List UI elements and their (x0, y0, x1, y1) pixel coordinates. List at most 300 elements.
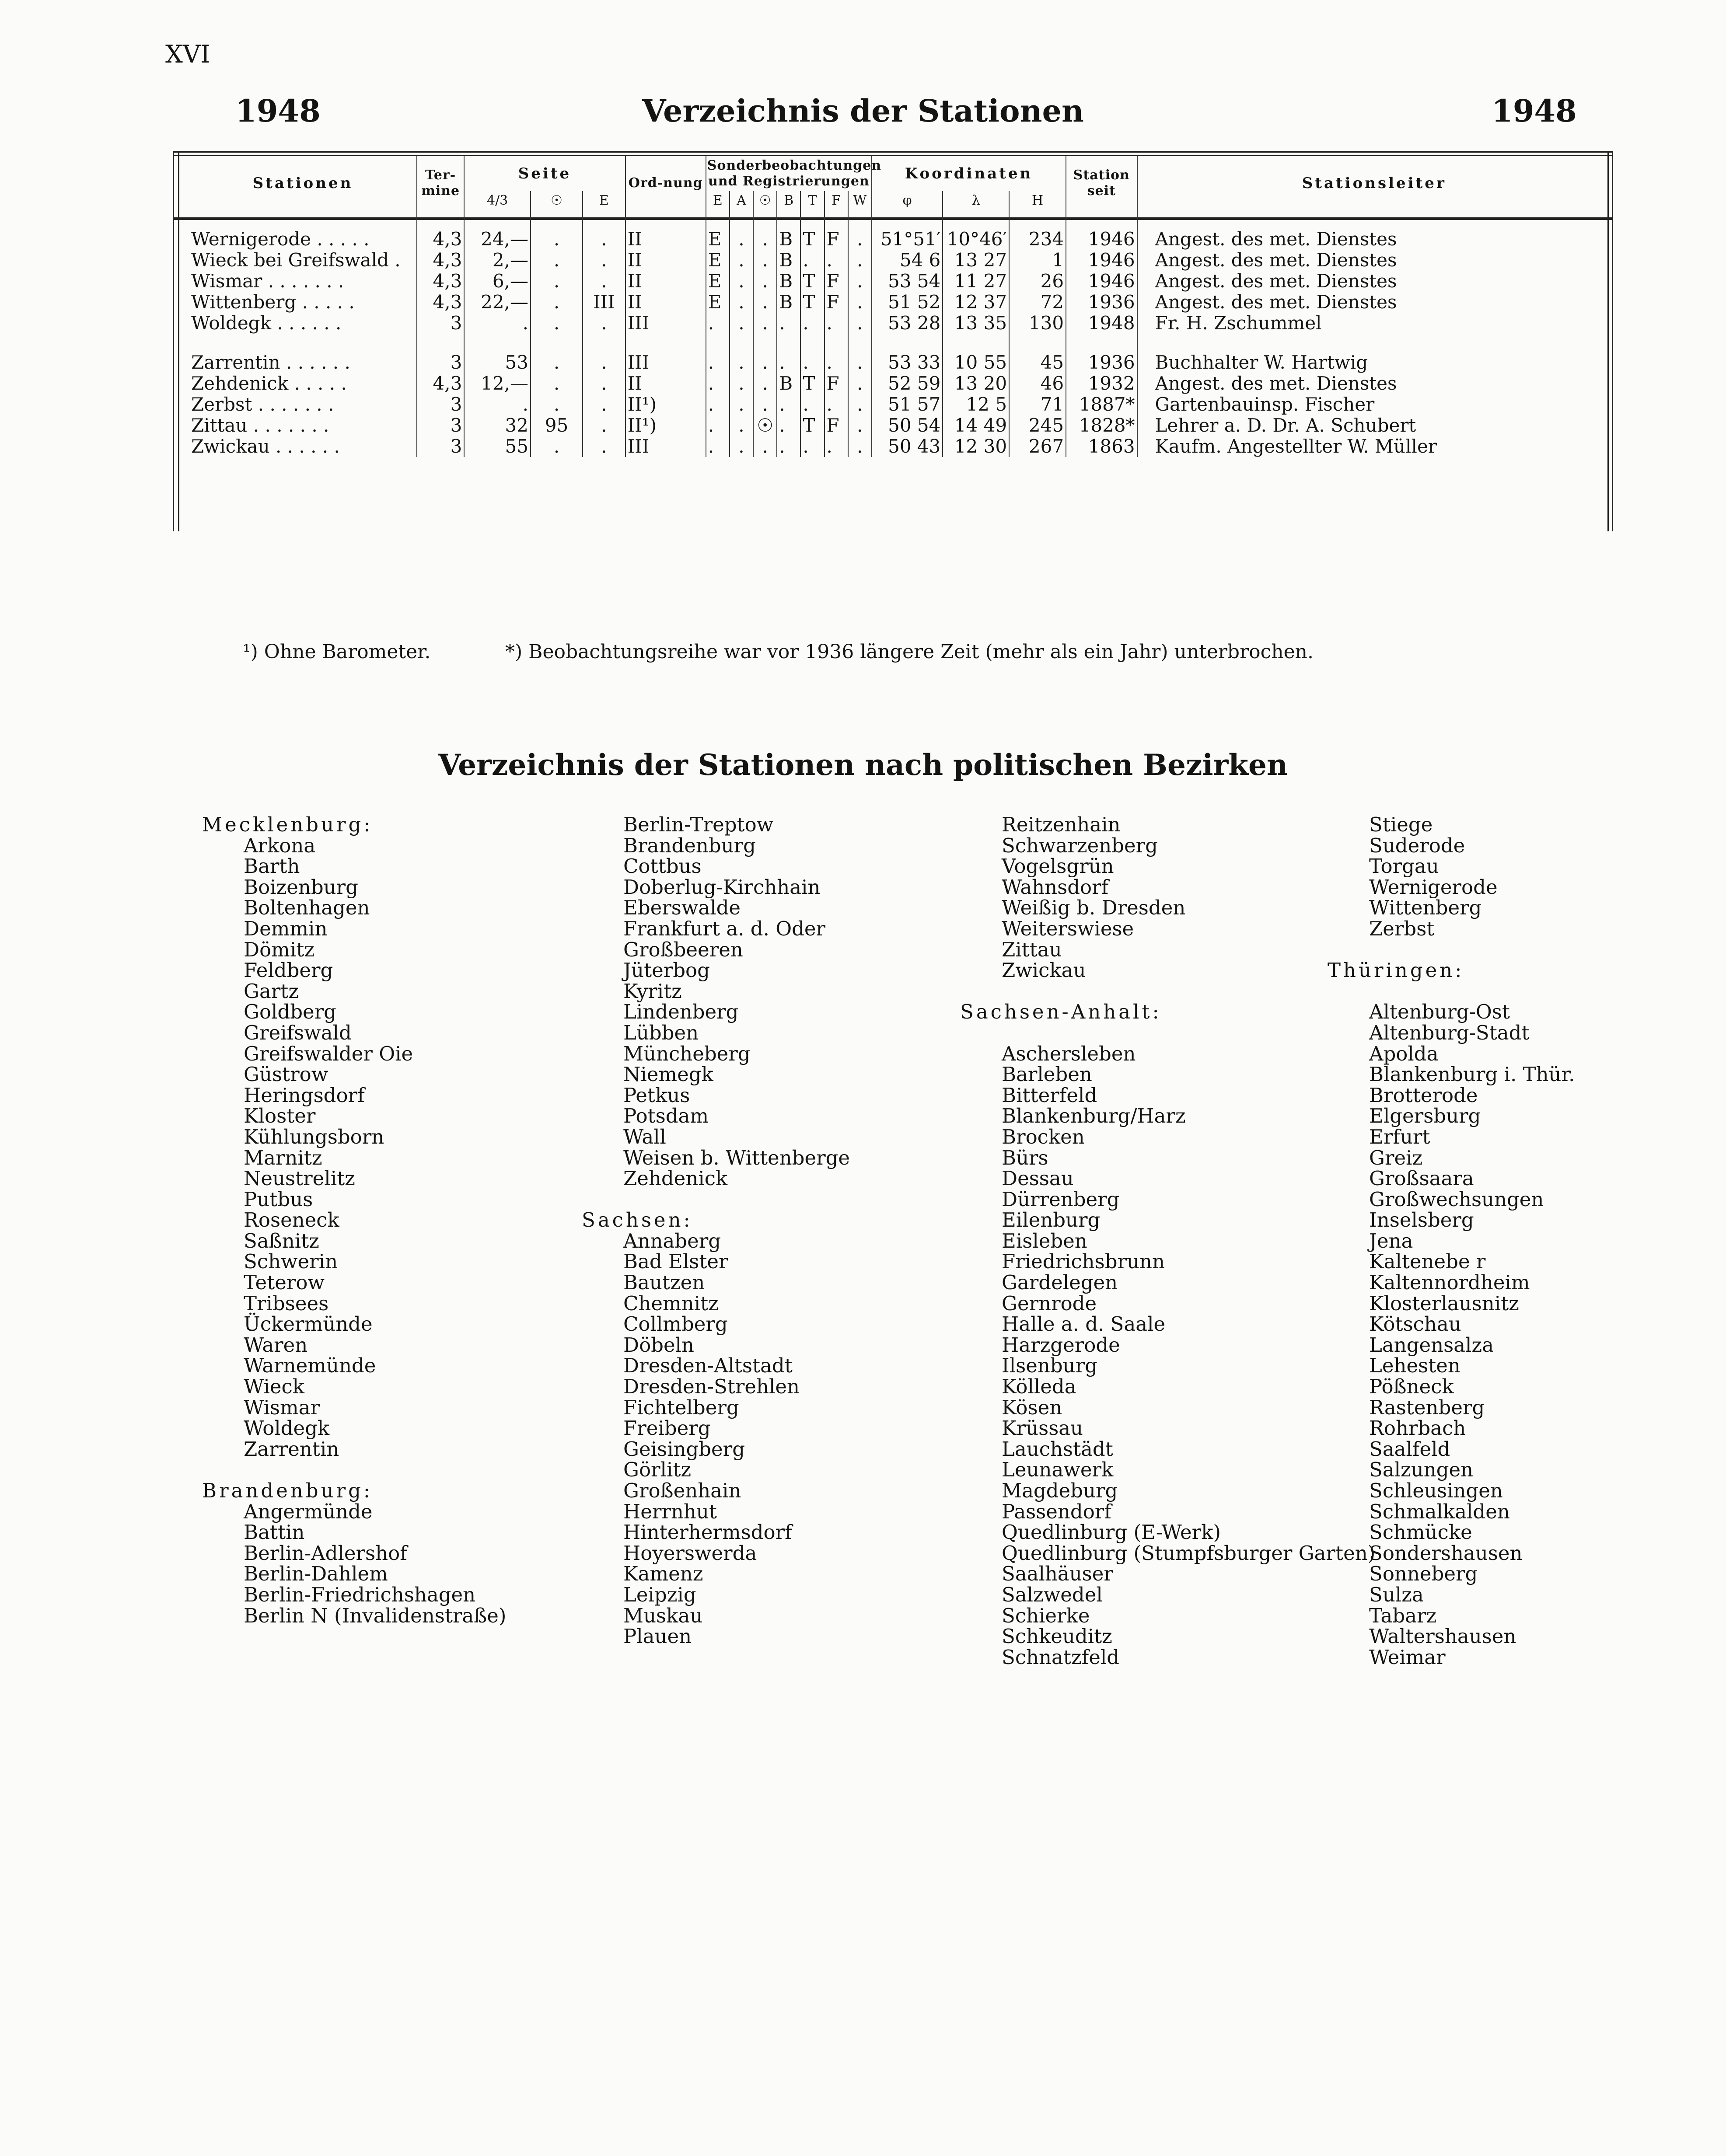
cell-name: Zwickau . . . . . . (189, 436, 417, 457)
col-header-seit: Station seit (1066, 156, 1137, 210)
cell-sun: . (753, 229, 777, 250)
cell-h: 245 (1009, 415, 1066, 436)
station-list-item: Kamenz (623, 1562, 703, 1586)
station-list-item: Suderode (1369, 834, 1465, 857)
cell-name: Wernigerode . . . . . (189, 229, 417, 250)
station-list-item: Quedlinburg (E-Werk) (1002, 1521, 1221, 1544)
station-list-item: Altenburg-Stadt (1369, 1021, 1530, 1044)
cell-h: 45 (1009, 352, 1066, 373)
cell-t: . (800, 436, 824, 457)
station-list-item: Arkona (244, 834, 316, 857)
cell-f: . (825, 394, 848, 415)
table-row (189, 229, 1611, 250)
cell-seit: 1828* (1066, 415, 1137, 436)
cell-b: B (777, 229, 800, 250)
station-list-item: Altenburg-Ost (1369, 1000, 1510, 1024)
station-list-item: Kaltenebe r (1369, 1250, 1486, 1273)
cell-f: . (825, 250, 848, 271)
cell-se: . (583, 229, 625, 250)
table-row (189, 271, 1611, 292)
station-list-item: Jüterbog (623, 959, 710, 982)
station-list-item: Barleben (1002, 1063, 1092, 1086)
cell-b: . (777, 352, 800, 373)
station-list-item: Waltershausen (1369, 1625, 1516, 1648)
cell-f: . (825, 352, 848, 373)
cell-e: E (706, 250, 730, 271)
table-row (189, 415, 1611, 436)
cell-b: . (777, 313, 800, 334)
table-row (189, 394, 1611, 415)
station-list-item: Greifswalder Oie (244, 1042, 413, 1065)
cell-lam: 12 5 (943, 394, 1009, 415)
spacer (1002, 1022, 1375, 1043)
station-list-item: Magdeburg (1002, 1479, 1118, 1502)
col-header-h: H (1009, 191, 1066, 210)
cell-sun: . (753, 250, 777, 271)
station-list-item: Müncheberg (623, 1042, 751, 1065)
station-list-item: Vogelsgrün (1002, 855, 1114, 878)
station-list-item: Warnemünde (244, 1354, 376, 1378)
station-list-item: Doberlug-Kirchhain (623, 875, 821, 899)
station-list-item: Kölleda (1002, 1375, 1076, 1399)
station-list-item: Bürs (1002, 1146, 1048, 1169)
cell-a: . (730, 394, 753, 415)
section-title: Verzeichnis der Stationen nach politischen Bezirken (438, 748, 1288, 782)
col-header-sonder-f: F (825, 191, 848, 210)
cell-f: . (825, 313, 848, 334)
cell-b: B (777, 250, 800, 271)
cell-sun: . (753, 373, 777, 394)
cell-se: . (583, 394, 625, 415)
station-list-item: Barth (244, 855, 300, 878)
station-list-item: Elgersburg (1369, 1104, 1481, 1128)
station-list-item: Klosterlausnitz (1369, 1291, 1519, 1315)
cell-ssun: . (531, 250, 583, 271)
station-list-item: Görlitz (623, 1458, 692, 1482)
station-list-item: Boizenburg (244, 875, 358, 899)
cell-name: Zittau . . . . . . . (189, 415, 417, 436)
cell-w: . (848, 394, 872, 415)
station-list-item: Chemnitz (623, 1291, 719, 1315)
station-list-item: Bad Elster (623, 1250, 728, 1273)
station-list-item: Greifswald (244, 1021, 352, 1044)
cell-a: . (730, 271, 753, 292)
cell-ord: II¹) (625, 415, 706, 436)
station-list-item: Salzungen (1369, 1458, 1474, 1482)
cell-w: . (848, 271, 872, 292)
cell-sun: . (753, 292, 777, 313)
col-header-phi: φ (872, 191, 943, 210)
station-list-item: Bitterfeld (1002, 1083, 1097, 1107)
cell-leiter: Fr. H. Zschummel (1155, 312, 1322, 334)
cell-e: . (706, 313, 730, 334)
station-list-item: Gardelegen (1002, 1271, 1118, 1294)
station-list-item: Schmalkalden (1369, 1500, 1510, 1523)
station-list-item: Cottbus (623, 855, 702, 878)
cell-w: . (848, 436, 872, 457)
station-list-item: Schnatzfeld (1002, 1645, 1120, 1669)
district-column-4 (1328, 813, 1575, 1669)
cell-a: . (730, 313, 753, 334)
station-list-item: Brocken (1002, 1125, 1085, 1148)
station-list-item: Bautzen (623, 1271, 705, 1294)
cell-lam: 12 37 (943, 292, 1009, 313)
station-list-item: Rohrbach (1369, 1416, 1466, 1440)
stations-table (189, 156, 1611, 457)
station-list-item: Ückermünde (244, 1312, 373, 1336)
station-list-item: Marnitz (244, 1146, 322, 1169)
cell-ssun: . (531, 373, 583, 394)
district-heading: Brandenburg: (202, 1479, 373, 1502)
cell-t: T (800, 229, 824, 250)
station-list-item: Zittau (1002, 938, 1062, 961)
cell-w: . (848, 229, 872, 250)
col-header-termine: Ter-mine (417, 156, 464, 210)
station-list-item: Plauen (623, 1625, 692, 1648)
table-row (189, 352, 1611, 373)
cell-lam: 11 27 (943, 271, 1009, 292)
cell-s43: 24,— (464, 229, 531, 250)
spacer (1369, 939, 1575, 960)
station-list-item: Leunawerk (1002, 1458, 1114, 1482)
cell-ssun: 95 (531, 415, 583, 436)
station-list-item: Kösen (1002, 1395, 1062, 1419)
col-header-sonder-e: E (706, 191, 730, 210)
cell-b: . (777, 394, 800, 415)
cell-sun: . (753, 313, 777, 334)
col-header-ordnung: Ord-nung (625, 156, 706, 210)
station-list-item: Sondershausen (1369, 1541, 1523, 1565)
cell-seit: 1863 (1066, 436, 1137, 457)
station-list-item: Boltenhagen (244, 896, 370, 920)
cell-leiter: Buchhalter W. Hartwig (1155, 352, 1368, 373)
cell-b: B (777, 292, 800, 313)
station-list-item: Großbeeren (623, 938, 743, 961)
cell-seit: 1946 (1066, 229, 1137, 250)
cell-lam: 10 55 (943, 352, 1009, 373)
col-header-seite-e: E (583, 191, 625, 210)
cell-ssun: . (531, 292, 583, 313)
cell-f: F (825, 373, 848, 394)
col-header-stationen: Stationen (189, 156, 417, 210)
station-list-item: Dömitz (244, 938, 315, 961)
station-list-item: Krüssau (1002, 1416, 1083, 1440)
station-list-item: Brandenburg (623, 834, 756, 857)
station-list-item: Schkeuditz (1002, 1625, 1112, 1648)
cell-sun: . (753, 436, 777, 457)
station-list-item: Freiberg (623, 1416, 711, 1440)
cell-h: 267 (1009, 436, 1066, 457)
cell-ssun: . (531, 271, 583, 292)
station-list-item: Brotterode (1369, 1083, 1478, 1107)
cell-name: Zerbst . . . . . . . (189, 394, 417, 415)
cell-s43: 22,— (464, 292, 531, 313)
station-list-item: Wall (623, 1125, 666, 1148)
year-right: 1948 (1492, 93, 1577, 129)
cell-s43: 53 (464, 352, 531, 373)
cell-w: . (848, 415, 872, 436)
station-list-item: Saalhäuser (1002, 1562, 1113, 1586)
cell-w: . (848, 313, 872, 334)
station-list-item: Tabarz (1369, 1604, 1437, 1627)
district-column-1 (202, 813, 507, 1627)
station-list-item: Eberswalde (623, 896, 741, 920)
table-row (189, 373, 1611, 394)
spacer (623, 1189, 850, 1210)
cell-f: . (825, 436, 848, 457)
station-list-item: Battin (244, 1521, 305, 1544)
cell-se: . (583, 415, 625, 436)
cell-a: . (730, 229, 753, 250)
station-list-item: Dessau (1002, 1167, 1074, 1190)
station-list-item: Weisen b. Wittenberge (623, 1146, 850, 1169)
station-list-item: Leipzig (623, 1583, 696, 1606)
cell-w: . (848, 373, 872, 394)
cell-phi: 53 33 (872, 352, 943, 373)
station-list-item: Gernrode (1002, 1291, 1097, 1315)
cell-termine: 4,3 (417, 250, 464, 271)
cell-termine: 3 (417, 313, 464, 334)
cell-se: . (583, 373, 625, 394)
cell-t: T (800, 292, 824, 313)
station-list-item: Feldberg (244, 959, 333, 982)
cell-ord: II (625, 229, 706, 250)
station-list-item: Fichtelberg (623, 1395, 739, 1419)
station-list-item: Salzwedel (1002, 1583, 1103, 1606)
cell-e: . (706, 415, 730, 436)
cell-e: . (706, 394, 730, 415)
station-list-item: Muskau (623, 1604, 703, 1627)
cell-w: . (848, 292, 872, 313)
cell-s43: . (464, 313, 531, 334)
col-header-sonder-a: A (730, 191, 753, 210)
station-list-item: Lindenberg (623, 1000, 739, 1024)
district-heading: Sachsen: (582, 1208, 693, 1232)
cell-ord: II¹) (625, 394, 706, 415)
station-list-item: Berlin-Treptow (623, 813, 774, 836)
cell-se: . (583, 352, 625, 373)
station-list-item: Kühlungsborn (244, 1125, 384, 1148)
cell-e: E (706, 292, 730, 313)
cell-ord: III (625, 352, 706, 373)
district-column-3 (960, 813, 1376, 1669)
col-header-lambda: λ (943, 191, 1009, 210)
station-list-item: Stiege (1369, 813, 1433, 836)
station-list-item: Schierke (1002, 1604, 1090, 1627)
cell-w: . (848, 352, 872, 373)
station-list-item: Erfurt (1369, 1125, 1430, 1148)
col-header-sonder: Sonderbeobachtungen und Registrierungen (706, 156, 872, 191)
station-list-item: Torgau (1369, 855, 1439, 878)
cell-f: F (825, 271, 848, 292)
cell-lam: 13 35 (943, 313, 1009, 334)
cell-phi: 51 52 (872, 292, 943, 313)
cell-name: Zehdenick . . . . . (189, 373, 417, 394)
cell-phi: 53 28 (872, 313, 943, 334)
cell-leiter: Angest. des met. Dienstes (1155, 228, 1397, 250)
station-list-item: Apolda (1369, 1042, 1439, 1065)
station-list-item: Aschersleben (1002, 1042, 1136, 1065)
cell-f: F (825, 415, 848, 436)
cell-ssun: . (531, 352, 583, 373)
cell-b: B (777, 271, 800, 292)
cell-leiter: Angest. des met. Dienstes (1155, 270, 1397, 292)
cell-s43: 55 (464, 436, 531, 457)
cell-termine: 4,3 (417, 292, 464, 313)
cell-s43: 2,— (464, 250, 531, 271)
footnote-2: *) Beobachtungsreihe war vor 1936 längere Zeit (mehr als ein Jahr) unterbrochen. (505, 641, 1314, 663)
cell-ord: II (625, 271, 706, 292)
station-list-item: Berlin-Dahlem (244, 1562, 388, 1586)
cell-se: III (583, 292, 625, 313)
station-list-item: Kötschau (1369, 1312, 1461, 1336)
cell-lam: 13 27 (943, 250, 1009, 271)
station-list-item: Blankenburg i. Thür. (1369, 1063, 1575, 1086)
cell-seit: 1946 (1066, 250, 1137, 271)
cell-a: . (730, 352, 753, 373)
station-list-item: Halle a. d. Saale (1002, 1312, 1166, 1336)
cell-h: 46 (1009, 373, 1066, 394)
station-list-item: Wieck (244, 1375, 304, 1399)
station-list-item: Niemegk (623, 1063, 713, 1086)
cell-ssun: . (531, 313, 583, 334)
cell-e: . (706, 373, 730, 394)
cell-s43: 12,— (464, 373, 531, 394)
station-list-item: Frankfurt a. d. Oder (623, 917, 826, 940)
stations-table-frame (173, 151, 1612, 663)
cell-s43: 32 (464, 415, 531, 436)
station-list-item: Collmberg (623, 1312, 728, 1336)
cell-ord: II (625, 373, 706, 394)
cell-ssun: . (531, 229, 583, 250)
cell-lam: 10°46′ (943, 229, 1009, 250)
station-list-item: Heringsdorf (244, 1083, 365, 1107)
station-list-item: Hinterhermsdorf (623, 1521, 792, 1544)
table-row (189, 436, 1611, 457)
cell-a: . (730, 373, 753, 394)
cell-phi: 54 6 (872, 250, 943, 271)
station-list-item: Eilenburg (1002, 1208, 1101, 1232)
page-number: XVI (165, 40, 210, 69)
cell-ord: II (625, 250, 706, 271)
cell-s43: 6,— (464, 271, 531, 292)
cell-leiter: Angest. des met. Dienstes (1155, 249, 1397, 271)
cell-termine: 4,3 (417, 373, 464, 394)
cell-s43: . (464, 394, 531, 415)
station-list-item: Petkus (623, 1083, 690, 1107)
cell-t: . (800, 250, 824, 271)
cell-h: 26 (1009, 271, 1066, 292)
cell-h: 1 (1009, 250, 1066, 271)
station-list-item: Lehesten (1369, 1354, 1460, 1378)
station-list-item: Großwechsungen (1369, 1187, 1544, 1211)
station-list-item: Sonneberg (1369, 1562, 1478, 1586)
station-list-item: Neustrelitz (244, 1167, 355, 1190)
table-row (189, 250, 1611, 271)
cell-t: T (800, 415, 824, 436)
col-header-leiter: Stationsleiter (1302, 174, 1446, 192)
station-list-item: Woldegk (244, 1416, 330, 1440)
cell-seit: 1946 (1066, 271, 1137, 292)
station-list-item: Rastenberg (1369, 1395, 1485, 1419)
cell-name: Woldegk . . . . . . (189, 313, 417, 334)
station-list-item: Güstrow (244, 1063, 328, 1086)
cell-termine: 3 (417, 394, 464, 415)
cell-leiter: Gartenbauinsp. Fischer (1155, 394, 1375, 415)
cell-e: . (706, 352, 730, 373)
station-list-item: Kaltennordheim (1369, 1271, 1530, 1294)
station-list-item: Döbeln (623, 1333, 694, 1357)
col-header-sonder-b: B (777, 191, 800, 210)
cell-name: Wittenberg . . . . . (189, 292, 417, 313)
cell-phi: 50 54 (872, 415, 943, 436)
cell-sun: . (753, 394, 777, 415)
cell-e: E (706, 229, 730, 250)
cell-se: . (583, 250, 625, 271)
station-list-item: Berlin-Friedrichshagen (244, 1583, 476, 1606)
station-list-item: Lübben (623, 1021, 699, 1044)
spacer (244, 1459, 507, 1480)
station-list-item: Teterow (244, 1271, 325, 1294)
cell-termine: 4,3 (417, 229, 464, 250)
cell-b: B (777, 373, 800, 394)
cell-phi: 51°51′ (872, 229, 943, 250)
cell-leiter: Angest. des met. Dienstes (1155, 373, 1397, 394)
spacer (1002, 981, 1375, 1002)
station-list-item: Wahnsdorf (1002, 875, 1109, 899)
station-list-item: Wittenberg (1369, 896, 1482, 920)
cell-leiter: Lehrer a. D. Dr. A. Schubert (1155, 415, 1416, 436)
table-row (189, 313, 1611, 334)
cell-seit: 1948 (1066, 313, 1137, 334)
spacer (1369, 981, 1575, 1002)
station-list-item: Eisleben (1002, 1229, 1087, 1252)
header-title: Verzeichnis der Stationen (642, 93, 1084, 129)
cell-seit: 1932 (1066, 373, 1137, 394)
cell-se: . (583, 271, 625, 292)
cell-se: . (583, 313, 625, 334)
cell-a: . (730, 415, 753, 436)
cell-h: 234 (1009, 229, 1066, 250)
station-list-item: Weißig b. Dresden (1002, 896, 1186, 920)
cell-e: . (706, 436, 730, 457)
station-list-item: Roseneck (244, 1208, 339, 1232)
district-heading: Sachsen-Anhalt: (960, 1000, 1162, 1024)
station-list-item: Quedlinburg (Stumpfsburger Garten) (1002, 1541, 1376, 1565)
station-list-item: Weimar (1369, 1645, 1446, 1669)
station-list-item: Demmin (244, 917, 328, 940)
station-list-item: Putbus (244, 1187, 313, 1211)
station-list-item: Potsdam (623, 1104, 709, 1128)
cell-termine: 3 (417, 352, 464, 373)
cell-h: 130 (1009, 313, 1066, 334)
station-list-item: Wismar (244, 1395, 320, 1419)
station-list-item: Kyritz (623, 979, 682, 1003)
district-heading: Mecklenburg: (202, 813, 373, 836)
station-list-item: Gartz (244, 979, 299, 1003)
year-left: 1948 (235, 93, 321, 129)
col-header-seite-43: 4/3 (464, 191, 531, 210)
cell-a: . (730, 292, 753, 313)
station-list-item: Schmücke (1369, 1521, 1472, 1544)
footnote-1: ¹) Ohne Barometer. (243, 641, 431, 663)
cell-leiter: Kaufm. Angestellter W. Müller (1155, 436, 1437, 457)
station-list-item: Dresden-Strehlen (623, 1375, 800, 1399)
station-list-item: Tribsees (244, 1291, 329, 1315)
cell-b: . (777, 415, 800, 436)
col-header-koord: Koordinaten (872, 156, 1066, 191)
station-list-item: Weiterswiese (1002, 917, 1134, 940)
